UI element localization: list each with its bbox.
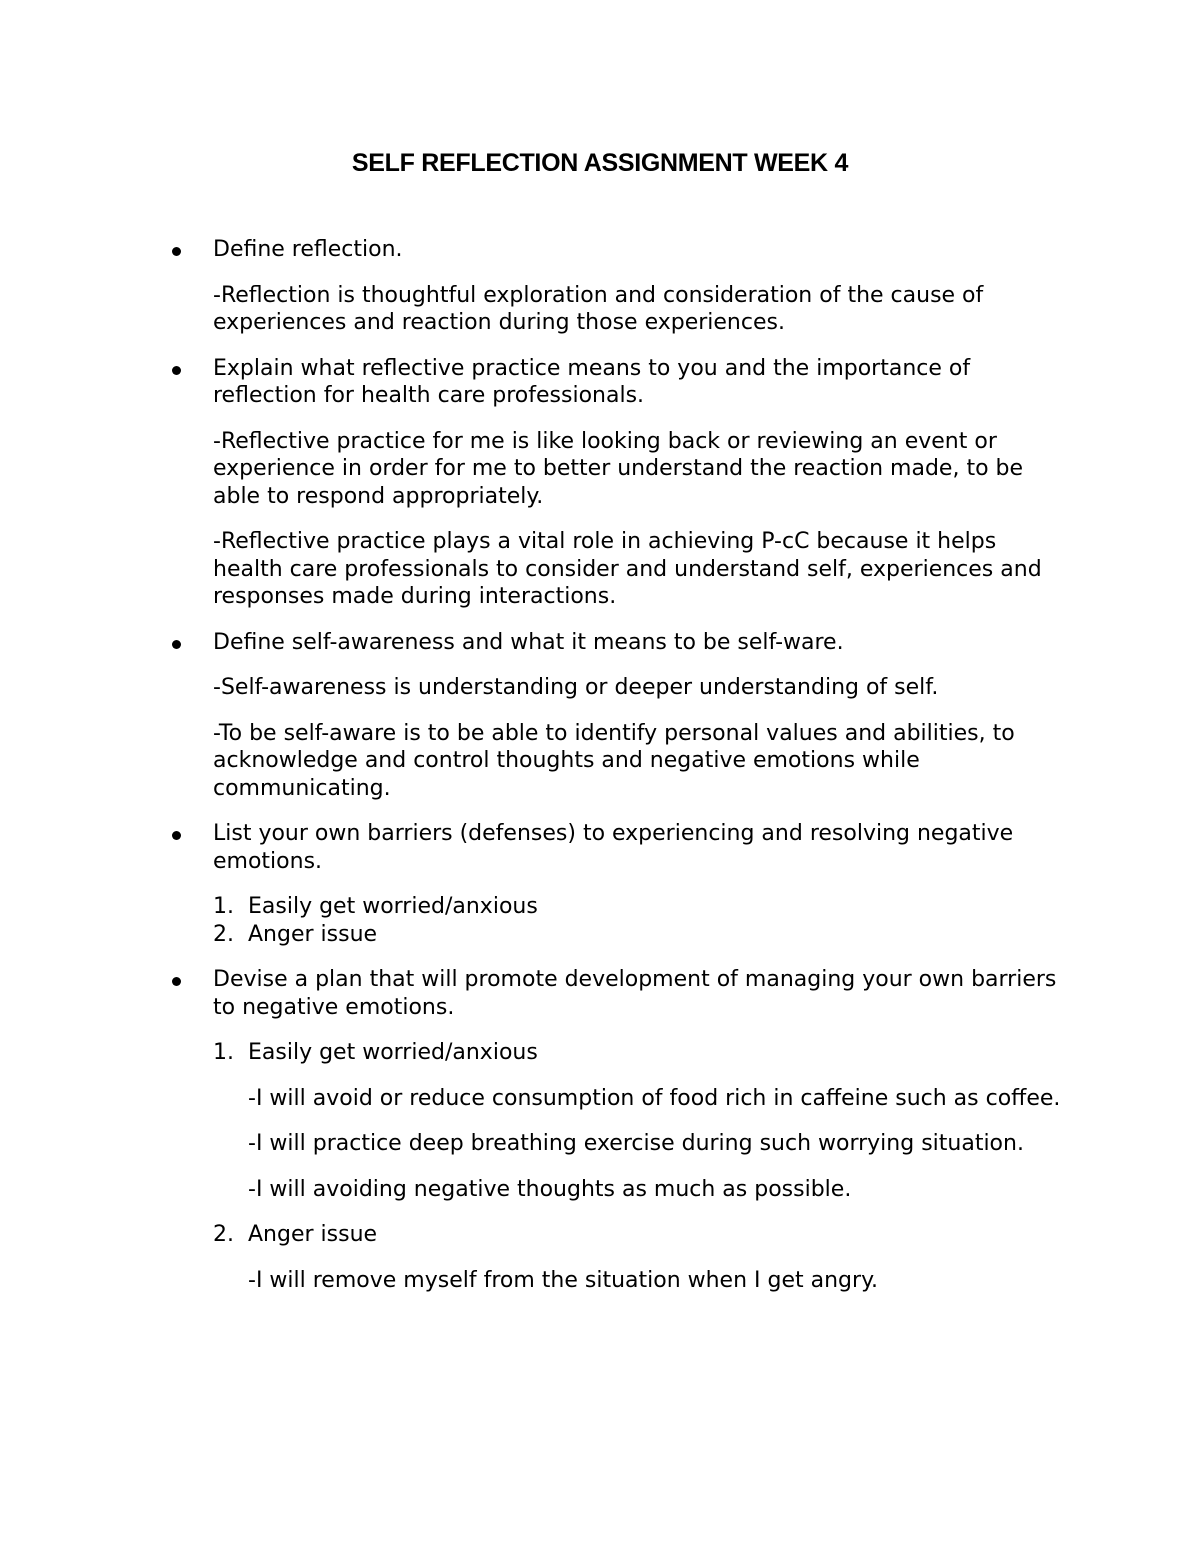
- question-define-reflection: [172, 236, 1072, 264]
- question-self-awareness: [172, 629, 1072, 657]
- plan-action: -I will avoiding negative thoughts as much as possible.: [248, 1176, 852, 1202]
- answer-paragraph: -Reflective practice plays a vital role in achieving P-cC because it helps health care professionals to consider and understand self, experiences and responses made during interactions.: [213, 529, 1042, 609]
- question-text: List your own barriers (defenses) to experiencing and resolving negative emotions.: [213, 821, 1014, 874]
- question-reflective-practice: [172, 355, 1072, 410]
- question-barriers: [172, 820, 1072, 875]
- numbered-item: [172, 1039, 1072, 1067]
- plan-action: -I will remove myself from the situation when I get angry.: [248, 1267, 878, 1293]
- list-item-text: Anger issue: [248, 921, 378, 947]
- list-item-text: Easily get worried/anxious: [248, 894, 538, 919]
- numbered-item: [172, 921, 1072, 949]
- list-item-text: Easily get worried/anxious: [248, 1040, 538, 1065]
- question-plan: [172, 966, 1072, 1021]
- list-item-text: Anger issue: [248, 1222, 378, 1247]
- answer-paragraph: -Reflection is thoughtful exploration and consideration of the cause of experiences and reaction during those experiences.: [213, 282, 984, 335]
- bullet-icon: [172, 977, 181, 986]
- question-text: Define reflection.: [213, 237, 403, 262]
- question-text: Devise a plan that will promote development of managing your own barriers to negative emotions.: [213, 967, 1057, 1020]
- question-text: Define self-awareness and what it means to be self-ware.: [213, 629, 844, 655]
- bullet-icon: [172, 831, 181, 840]
- answer-paragraph: -Self-awareness is understanding or deeper understanding of self.: [213, 675, 939, 700]
- document-body: [172, 236, 1072, 1312]
- list-number: 1.: [213, 1040, 234, 1065]
- list-number: 2.: [213, 1222, 234, 1247]
- answer-paragraph: -To be self-aware is to be able to identify personal values and abilities, to acknowledge and control thoughts and negative emotions while communicating.: [213, 720, 1015, 801]
- numbered-item: [172, 893, 1072, 921]
- question-text: Explain what reflective practice means to you and the importance of reflection for health care professionals.: [213, 355, 971, 408]
- bullet-icon: [172, 640, 181, 649]
- bullet-icon: [172, 247, 181, 256]
- document-title: SELF REFLECTION ASSIGNMENT WEEK 4: [351, 149, 849, 177]
- list-number: 1.: [213, 894, 234, 919]
- numbered-item: [172, 1221, 1072, 1249]
- list-number: 2.: [213, 921, 234, 947]
- bullet-icon: [172, 366, 181, 375]
- answer-paragraph: -Reflective practice for me is like looking back or reviewing an event or experience in order for me to better understand the reaction made, to be able to respond appropriately.: [213, 428, 1024, 509]
- plan-action: -I will practice deep breathing exercise during such worrying situation.: [248, 1131, 1024, 1156]
- plan-action: -I will avoid or reduce consumption of food rich in caffeine such as coffee.: [248, 1085, 1061, 1111]
